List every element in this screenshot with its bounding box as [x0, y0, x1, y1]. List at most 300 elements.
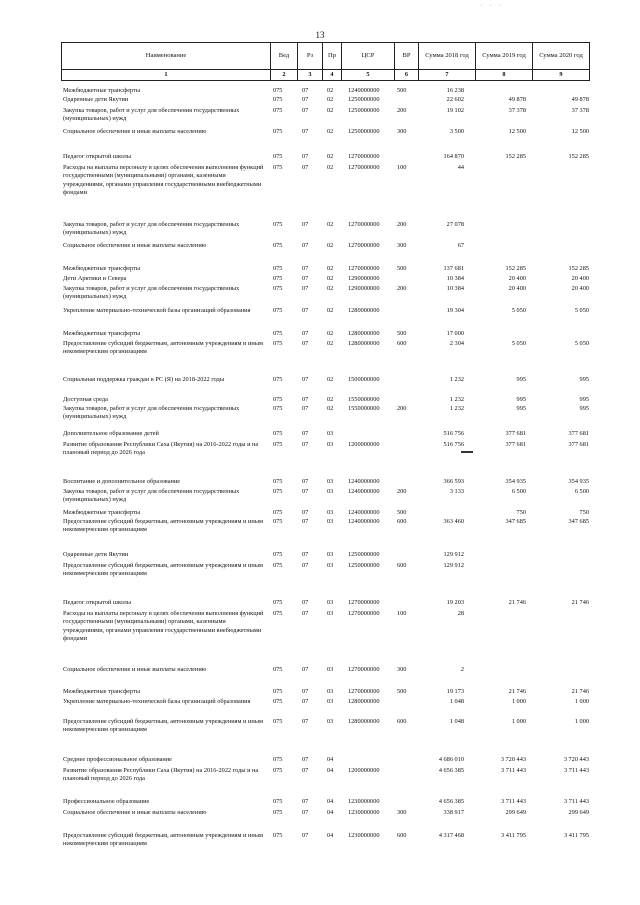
row-sum-2018: 4 656 385: [438, 767, 464, 774]
row-pr: 02: [327, 307, 334, 314]
row-pr: 03: [327, 599, 334, 606]
row-rz: 07: [302, 307, 309, 314]
row-pr: 04: [327, 767, 334, 774]
row-sum-2019: 3 711 443: [501, 798, 526, 805]
row-sum-2018: 137 681: [443, 265, 464, 272]
col-num: 5: [342, 70, 395, 81]
col-csr: ЦСР: [342, 43, 395, 70]
row-sum-2020: 3 411 795: [564, 832, 589, 839]
row-csr: 1240000000: [348, 518, 380, 525]
row-name: Одаренные дети Якутии: [63, 96, 129, 103]
row-vr: 300: [397, 809, 407, 816]
row-ved: 075: [273, 509, 283, 516]
row-sum-2020: 1 000: [574, 718, 589, 725]
col-num: 3: [298, 70, 323, 81]
row-sum-2019: 750: [516, 509, 526, 516]
row-sum-2018: 129 912: [443, 562, 464, 569]
row-rz: 07: [302, 832, 309, 839]
row-vr: 300: [397, 128, 407, 135]
col-num: 9: [533, 70, 590, 81]
row-ved: 075: [273, 87, 283, 94]
row-sum-2018: 16 238: [446, 87, 464, 94]
row-csr: 1270000000: [348, 221, 380, 228]
row-name: Предоставление субсидий бюджетным, автономным учреждениям и иным некоммерческим организациям: [63, 832, 263, 848]
row-name: Межбюджетные трансферты: [63, 87, 141, 94]
row-csr: 1270000000: [348, 610, 380, 617]
table-header: [61, 42, 590, 81]
row-rz: 07: [302, 128, 309, 135]
row-rz: 07: [302, 809, 309, 816]
row-rz: 07: [302, 376, 309, 383]
row-ved: 075: [273, 153, 283, 160]
row-name: Социальная поддержка граждан в РС (Я) на 2018-2022 годы: [63, 376, 225, 383]
row-pr: 02: [327, 376, 334, 383]
row-rz: 07: [302, 688, 309, 695]
row-sum-2020: 6 500: [574, 488, 589, 495]
row-sum-2019: 995: [516, 396, 526, 403]
row-sum-2019: 5 050: [511, 307, 526, 314]
row-rz: 07: [302, 509, 309, 516]
row-csr: 1280000000: [348, 340, 380, 347]
row-sum-2018: 1 232: [449, 396, 464, 403]
row-pr: 02: [327, 275, 334, 282]
row-csr: 1200000000: [348, 767, 380, 774]
row-sum-2018: 19 173: [446, 688, 464, 695]
row-rz: 07: [302, 599, 309, 606]
row-sum-2018: 1 048: [449, 698, 464, 705]
row-rz: 07: [302, 478, 309, 485]
row-name: Социальное обеспечение и иные выплаты населению: [63, 809, 207, 816]
row-pr: 02: [327, 221, 334, 228]
row-sum-2020: 750: [579, 509, 589, 516]
col-num: 7: [419, 70, 476, 81]
row-csr: 1550000000: [348, 405, 380, 412]
row-ved: 075: [273, 107, 283, 114]
col-num: 1: [62, 70, 271, 81]
row-sum-2020: 152 285: [568, 153, 589, 160]
row-csr: 1270000000: [348, 153, 380, 160]
row-ved: 075: [273, 96, 283, 103]
row-sum-2020: 3 711 443: [564, 798, 589, 805]
row-name: Дети Арктики и Севера: [63, 275, 127, 282]
row-sum-2018: 1 232: [449, 405, 464, 412]
row-rz: 07: [302, 518, 309, 525]
row-vr: 200: [397, 221, 407, 228]
row-ved: 075: [273, 718, 283, 725]
row-sum-2018: 28: [457, 610, 464, 617]
row-sum-2019: 37 378: [508, 107, 526, 114]
row-rz: 07: [302, 96, 309, 103]
row-sum-2018: 10 384: [446, 275, 464, 282]
row-sum-2019: 3 411 795: [501, 832, 526, 839]
col-sum-2019: Сумма 2019 год: [476, 43, 533, 70]
row-sum-2020: 995: [579, 405, 589, 412]
row-rz: 07: [302, 87, 309, 94]
row-sum-2018: 10 384: [446, 285, 464, 292]
row-rz: 07: [302, 430, 309, 437]
row-ved: 075: [273, 164, 283, 171]
row-pr: 03: [327, 478, 334, 485]
row-sum-2019: 299 649: [505, 809, 526, 816]
row-rz: 07: [302, 330, 309, 337]
row-sum-2018: 2: [460, 666, 464, 673]
row-sum-2019: 152 285: [505, 153, 526, 160]
row-ved: 075: [273, 405, 283, 412]
row-name: Педагог открытой школы: [63, 599, 132, 606]
col-num: 6: [395, 70, 419, 81]
row-sum-2019: 347 685: [505, 518, 526, 525]
row-sum-2019: 1 000: [511, 698, 526, 705]
row-name: Межбюджетные трансферты: [63, 330, 141, 337]
row-sum-2019: 354 935: [505, 478, 526, 485]
row-name: Укрепление материально-технической базы организаций образования: [63, 307, 251, 314]
row-ved: 075: [273, 221, 283, 228]
row-name: Развитие образования Республики Саха (Якутия) на 2016-2022 годы и на плановый период до 2026 года: [63, 767, 259, 783]
col-sum-2020: Сумма 2020 год: [533, 43, 590, 70]
row-rz: 07: [302, 242, 309, 249]
row-ved: 075: [273, 430, 283, 437]
row-sum-2020: 21 746: [571, 688, 589, 695]
row-rz: 07: [302, 756, 309, 763]
row-sum-2018: 4 686 010: [438, 756, 464, 763]
row-vr: 600: [397, 340, 407, 347]
row-name: Воспитание и дополнительное образование: [63, 478, 181, 485]
row-vr: 600: [397, 518, 407, 525]
row-csr: 1240000000: [348, 87, 380, 94]
row-sum-2018: 366 593: [443, 478, 464, 485]
col-rz: Рз: [298, 43, 323, 70]
row-sum-2019: 5 050: [511, 340, 526, 347]
row-ved: 075: [273, 688, 283, 695]
row-pr: 04: [327, 809, 334, 816]
row-name: Социальное обеспечение и иные выплаты населению: [63, 128, 207, 135]
row-ved: 075: [273, 340, 283, 347]
row-vr: 200: [397, 405, 407, 412]
row-sum-2020: 354 935: [568, 478, 589, 485]
row-csr: 1230000000: [348, 832, 380, 839]
row-sum-2020: 1 000: [574, 698, 589, 705]
row-sum-2020: 3 720 443: [563, 756, 589, 763]
row-ved: 075: [273, 599, 283, 606]
scan-mark: [461, 451, 473, 453]
row-csr: 1270000000: [348, 666, 380, 673]
row-pr: 02: [327, 107, 334, 114]
row-csr: 1290000000: [348, 285, 380, 292]
row-rz: 07: [302, 285, 309, 292]
row-sum-2018: 3 133: [449, 488, 464, 495]
row-rz: 07: [302, 718, 309, 725]
row-sum-2018: 363 460: [443, 518, 464, 525]
row-pr: 02: [327, 396, 334, 403]
row-pr: 02: [327, 128, 334, 135]
row-vr: 100: [397, 164, 407, 171]
row-vr: 500: [397, 87, 407, 94]
row-pr: 02: [327, 405, 334, 412]
row-sum-2018: 1 048: [449, 718, 464, 725]
row-csr: 1250000000: [348, 107, 380, 114]
row-csr: 1280000000: [348, 698, 380, 705]
row-vr: 200: [397, 285, 407, 292]
row-name: Предоставление субсидий бюджетным, автономным учреждениям и иным некоммерческим организациям: [63, 518, 263, 534]
row-sum-2020: 5 050: [574, 307, 589, 314]
row-sum-2018: 516 756: [443, 430, 464, 437]
row-sum-2018: 19 304: [446, 307, 464, 314]
row-ved: 075: [273, 798, 283, 805]
row-pr: 03: [327, 509, 334, 516]
col-vr: ВР: [395, 43, 419, 70]
row-rz: 07: [302, 396, 309, 403]
row-sum-2018: 338 917: [443, 809, 464, 816]
row-sum-2018: 19 203: [446, 599, 464, 606]
row-rz: 07: [302, 562, 309, 569]
row-rz: 07: [302, 666, 309, 673]
row-sum-2020: 20 400: [571, 275, 589, 282]
row-name: Закупка товаров, работ и услуг для обеспечения государственных (муниципальных) нужд: [63, 221, 240, 237]
row-sum-2019: 995: [516, 405, 526, 412]
row-sum-2018: 3 500: [449, 128, 464, 135]
row-pr: 03: [327, 518, 334, 525]
row-csr: 1200000000: [348, 441, 380, 448]
col-num: 2: [271, 70, 298, 81]
row-sum-2020: 21 746: [571, 599, 589, 606]
row-rz: 07: [302, 767, 309, 774]
row-ved: 075: [273, 698, 283, 705]
row-sum-2019: 377 681: [505, 430, 526, 437]
row-ved: 075: [273, 285, 283, 292]
row-pr: 02: [327, 330, 334, 337]
row-csr: 1240000000: [348, 488, 380, 495]
row-csr: 1270000000: [348, 265, 380, 272]
row-ved: 075: [273, 562, 283, 569]
row-name: Межбюджетные трансферты: [63, 265, 141, 272]
row-sum-2018: 1 232: [449, 376, 464, 383]
row-ved: 075: [273, 756, 283, 763]
row-rz: 07: [302, 551, 309, 558]
row-sum-2018: 516 756: [443, 441, 464, 448]
row-csr: 1270000000: [348, 599, 380, 606]
row-name: Предоставление субсидий бюджетным, автономным учреждениям и иным некоммерческим организациям: [63, 340, 263, 356]
row-ved: 075: [273, 488, 283, 495]
row-rz: 07: [302, 164, 309, 171]
row-sum-2020: 49 878: [571, 96, 589, 103]
row-pr: 03: [327, 551, 334, 558]
row-rz: 07: [302, 275, 309, 282]
row-name: Расходы на выплаты персоналу в целях обеспечения выполнения функций государственными (муниципальными) органами, казенными учреждениями, органами управления государственными внебюджетными фондами: [63, 610, 264, 643]
row-vr: 600: [397, 832, 407, 839]
row-sum-2019: 152 285: [505, 265, 526, 272]
col-num: 8: [476, 70, 533, 81]
row-name: Доступная среда: [63, 396, 108, 403]
row-sum-2020: 5 050: [574, 340, 589, 347]
row-name: Закупка товаров, работ и услуг для обеспечения государственных (муниципальных) нужд: [63, 405, 240, 421]
row-name: Профессиональное образование: [63, 798, 150, 805]
row-rz: 07: [302, 610, 309, 617]
row-pr: 04: [327, 832, 334, 839]
row-pr: 03: [327, 666, 334, 673]
row-csr: 1280000000: [348, 307, 380, 314]
row-ved: 075: [273, 376, 283, 383]
row-sum-2019: 12 500: [508, 128, 526, 135]
row-ved: 075: [273, 551, 283, 558]
row-csr: 1250000000: [348, 551, 380, 558]
row-name: Социальное обеспечение и иные выплаты населению: [63, 242, 207, 249]
row-csr: 1230000000: [348, 809, 380, 816]
row-pr: 04: [327, 756, 334, 763]
row-pr: 04: [327, 798, 334, 805]
row-sum-2018: 27 078: [446, 221, 464, 228]
row-sum-2018: 44: [457, 164, 464, 171]
row-pr: 02: [327, 87, 334, 94]
row-vr: 200: [397, 107, 407, 114]
row-csr: 1270000000: [348, 688, 380, 695]
row-pr: 03: [327, 688, 334, 695]
page-number: 13: [315, 30, 325, 40]
row-ved: 075: [273, 330, 283, 337]
col-name: Наименование: [62, 43, 271, 70]
row-sum-2018: 4 317 468: [438, 832, 464, 839]
row-sum-2018: 129 912: [443, 551, 464, 558]
row-sum-2018: 4 656 385: [438, 798, 464, 805]
col-ved: Вед: [271, 43, 298, 70]
col-sum-2018: Сумма 2018 год: [419, 43, 476, 70]
row-name: Педагог открытой школы: [63, 153, 132, 160]
row-ved: 075: [273, 128, 283, 135]
row-name: Расходы на выплаты персоналу в целях обеспечения выполнения функций государственными (муниципальными) органами, казенными учреждениями, органами управления государственными внебюджетными фондами: [63, 164, 264, 197]
row-ved: 075: [273, 518, 283, 525]
row-sum-2019: 21 746: [508, 688, 526, 695]
row-rz: 07: [302, 488, 309, 495]
row-vr: 500: [397, 265, 407, 272]
row-vr: 600: [397, 562, 407, 569]
row-pr: 02: [327, 96, 334, 103]
row-csr: 1270000000: [348, 242, 380, 249]
row-ved: 075: [273, 832, 283, 839]
row-ved: 075: [273, 666, 283, 673]
row-pr: 02: [327, 153, 334, 160]
row-pr: 02: [327, 265, 334, 272]
row-csr: 1230000000: [348, 798, 380, 805]
row-sum-2018: 19 102: [446, 107, 464, 114]
row-name: Среднее профессиональное образование: [63, 756, 172, 763]
row-sum-2020: 377 681: [568, 430, 589, 437]
row-sum-2019: 995: [516, 376, 526, 383]
row-sum-2020: 377 681: [568, 441, 589, 448]
row-pr: 03: [327, 610, 334, 617]
row-name: Закупка товаров, работ и услуг для обеспечения государственных (муниципальных) нужд: [63, 285, 240, 301]
row-csr: 1240000000: [348, 509, 380, 516]
row-sum-2020: 299 649: [568, 809, 589, 816]
row-ved: 075: [273, 307, 283, 314]
row-sum-2019: 6 500: [511, 488, 526, 495]
row-sum-2020: 995: [579, 376, 589, 383]
row-sum-2020: 20 400: [571, 285, 589, 292]
row-rz: 07: [302, 340, 309, 347]
row-ved: 075: [273, 610, 283, 617]
row-name: Межбюджетные трансферты: [63, 688, 141, 695]
row-csr: 1550000000: [348, 396, 380, 403]
row-vr: 500: [397, 688, 407, 695]
row-ved: 075: [273, 478, 283, 485]
row-ved: 075: [273, 767, 283, 774]
row-csr: 1250000000: [348, 128, 380, 135]
row-pr: 02: [327, 164, 334, 171]
row-vr: 100: [397, 610, 407, 617]
row-vr: 500: [397, 509, 407, 516]
row-sum-2018: 17 000: [446, 330, 464, 337]
row-name: Социальное обеспечение и иные выплаты населению: [63, 666, 207, 673]
row-ved: 075: [273, 275, 283, 282]
row-name: Одаренные дети Якутии: [63, 551, 129, 558]
row-pr: 03: [327, 562, 334, 569]
row-vr: 600: [397, 718, 407, 725]
row-sum-2018: 164 870: [443, 153, 464, 160]
row-sum-2020: 152 285: [568, 265, 589, 272]
row-pr: 03: [327, 718, 334, 725]
row-name: Дополнительное образование детей: [63, 430, 159, 437]
row-sum-2019: 20 400: [508, 285, 526, 292]
row-sum-2019: 1 000: [511, 718, 526, 725]
row-sum-2019: 21 746: [508, 599, 526, 606]
row-csr: 1250000000: [348, 562, 380, 569]
row-sum-2018: 22 602: [446, 96, 464, 103]
row-ved: 075: [273, 396, 283, 403]
row-rz: 07: [302, 798, 309, 805]
row-sum-2020: 995: [579, 396, 589, 403]
row-name: Предоставление субсидий бюджетным, автономным учреждениям и иным некоммерческим организациям: [63, 718, 263, 734]
row-ved: 075: [273, 441, 283, 448]
row-name: Укрепление материально-технической базы организаций образования: [63, 698, 251, 705]
row-name: Закупка товаров, работ и услуг для обеспечения государственных (муниципальных) нужд: [63, 488, 240, 504]
row-vr: 300: [397, 242, 407, 249]
row-sum-2019: 49 878: [508, 96, 526, 103]
col-pr: Пр: [323, 43, 342, 70]
row-rz: 07: [302, 441, 309, 448]
row-name: Развитие образования Республики Саха (Якутия) на 2016-2022 годы и на плановый период до 2026 года: [63, 441, 259, 457]
row-ved: 075: [273, 242, 283, 249]
row-rz: 07: [302, 221, 309, 228]
row-csr: 1280000000: [348, 718, 380, 725]
row-csr: 1250000000: [348, 96, 380, 103]
row-vr: 300: [397, 666, 407, 673]
row-sum-2020: 12 500: [571, 128, 589, 135]
row-pr: 02: [327, 340, 334, 347]
row-sum-2019: 3 711 443: [501, 767, 526, 774]
row-vr: 500: [397, 330, 407, 337]
row-sum-2018: 2 304: [449, 340, 464, 347]
col-num: 4: [323, 70, 342, 81]
row-sum-2019: 377 681: [505, 441, 526, 448]
row-rz: 07: [302, 265, 309, 272]
row-csr: 1500000000: [348, 376, 380, 383]
row-csr: 1280000000: [348, 330, 380, 337]
row-name: Закупка товаров, работ и услуг для обеспечения государственных (муниципальных) нужд: [63, 107, 240, 123]
row-ved: 075: [273, 265, 283, 272]
row-sum-2018: 67: [457, 242, 464, 249]
row-sum-2020: 3 711 443: [564, 767, 589, 774]
row-pr: 02: [327, 285, 334, 292]
row-pr: 03: [327, 698, 334, 705]
row-name: Предоставление субсидий бюджетным, автономным учреждениям и иным некоммерческим организациям: [63, 562, 263, 578]
row-pr: 03: [327, 488, 334, 495]
row-rz: 07: [302, 405, 309, 412]
row-pr: 03: [327, 441, 334, 448]
corner-marks: · · ·: [480, 3, 504, 9]
row-rz: 07: [302, 153, 309, 160]
row-csr: 1290000000: [348, 275, 380, 282]
row-ved: 075: [273, 809, 283, 816]
row-csr: 1270000000: [348, 164, 380, 171]
row-pr: 03: [327, 430, 334, 437]
